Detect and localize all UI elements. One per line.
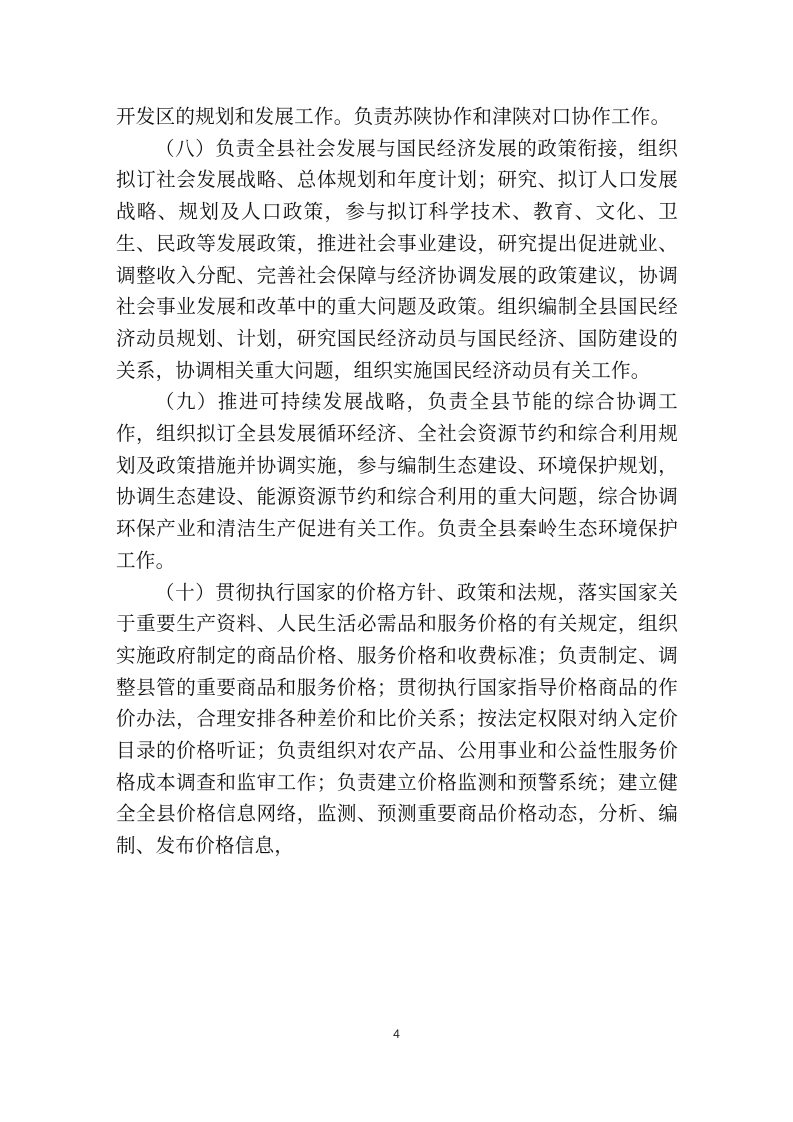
paragraph-item-9: （九）推进可持续发展战略，负责全县节能的综合协调工作，组织拟订全县发展循环经济、全社会资源节约和综合利用规划及政策措施并协调实施，参与编制生态建设、环境保护规划，协调生态建设、能源资源节约和综合利用的重大问题，综合协调环保产业和清洁生产促进有关工作。负责全县秦岭生态环境保护工作。: [116, 390, 678, 572]
paragraph-item-10: （十）贯彻执行国家的价格方针、政策和法规，落实国家关于重要生产资料、人民生活必需品和服务价格的有关规定，组织实施政府制定的商品价格、服务价格和收费标准；负责制定、调整县管的重要商品和服务价格；贯彻执行国家指导价格商品的作价办法，合理安排各种差价和比价关系；按法定权限对纳入定价目录的价格听证；负责组织对农产品、公用事业和公益性服务价格成本调查和监审工作；负责建立价格监测和预警系统；建立健全全县价格信息网络，监测、预测重要商品价格动态，分析、编制、发布价格信息，: [116, 580, 678, 858]
body-text: [116, 101, 678, 862]
paragraph-continuation: 开发区的规划和发展工作。负责苏陕协作和津陕对口协作工作。: [116, 105, 671, 128]
paragraph-item-8: （八）负责全县社会发展与国民经济发展的政策衔接，组织拟订社会发展战略、总体规划和年度计划；研究、拟订人口发展战略、规划及人口政策，参与拟订科学技术、教育、文化、卫生、民政等发展政策，推进社会事业建设，研究提出促进就业、调整收入分配、完善社会保障与经济协调发展的政策建议，协调社会事业发展和改革中的重大问题及政策。组织编制全县国民经济动员规划、计划，研究国民经济动员与国民经济、国防建设的关系，协调相关重大问题，组织实施国民经济动员有关工作。: [116, 136, 678, 382]
page-number: 4: [393, 1027, 400, 1041]
